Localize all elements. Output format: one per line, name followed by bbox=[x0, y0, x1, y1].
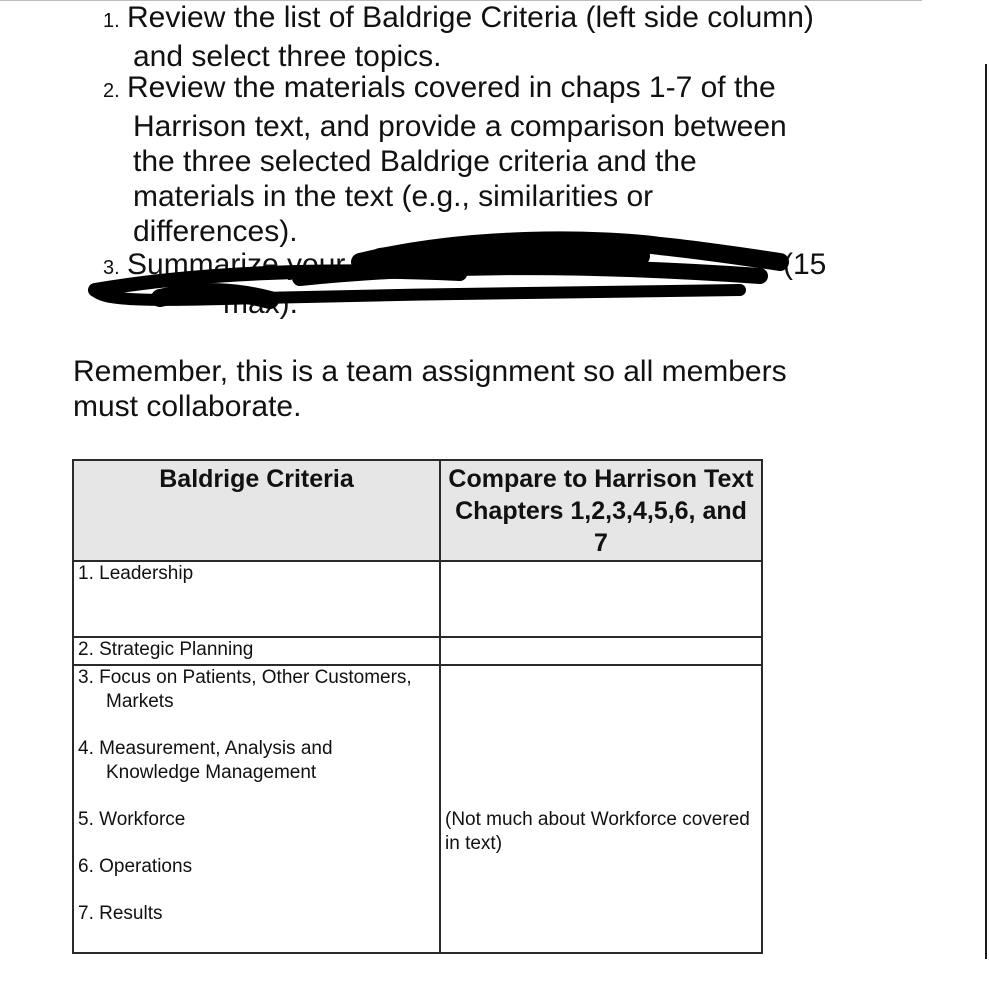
instruction-1-number: 1. bbox=[103, 10, 120, 32]
table-row bbox=[73, 637, 762, 665]
criteria-leadership: 1. Leadership bbox=[73, 561, 440, 637]
redaction-scribble bbox=[0, 0, 989, 340]
instruction-2-number: 2. bbox=[103, 80, 120, 102]
criteria-measurement-line-2: Knowledge Management bbox=[106, 762, 317, 783]
team-reminder: Remember, this is a team assignment so all members must collaborate. bbox=[73, 355, 787, 423]
compare-leadership bbox=[440, 561, 762, 637]
criteria-focus-patients bbox=[78, 666, 435, 714]
baldrige-criteria-table bbox=[72, 459, 763, 954]
table-row bbox=[73, 665, 762, 953]
instruction-2-line-3: the three selected Baldrige criteria and the bbox=[133, 145, 697, 178]
criteria-focus-line-1: 3. Focus on Patients, Other Customers, bbox=[78, 667, 412, 688]
criteria-workforce: 5. Workforce bbox=[78, 809, 186, 830]
instruction-2-line-1: Review the materials covered in chaps 1-7 of the bbox=[127, 71, 776, 104]
instruction-1-line-1: Review the list of Baldrige Criteria (left side column) bbox=[127, 1, 814, 34]
compare-remaining bbox=[440, 665, 762, 953]
criteria-remaining-list bbox=[73, 665, 440, 953]
criteria-results: 7. Results bbox=[78, 903, 163, 924]
table-header-row bbox=[73, 460, 762, 561]
instruction-2-line-2: Harrison text, and provide a comparison between bbox=[133, 110, 787, 143]
header-baldrige-criteria: Baldrige Criteria bbox=[73, 460, 440, 561]
criteria-measurement-line-1: 4. Measurement, Analysis and bbox=[78, 738, 333, 759]
criteria-focus-line-2: Markets bbox=[106, 691, 174, 712]
workforce-note: (Not much about Workforce covered in text) bbox=[445, 809, 750, 854]
criteria-measurement bbox=[78, 737, 435, 785]
instruction-2-line-5: differences). bbox=[133, 215, 298, 248]
instruction-1-line-2: and select three topics. bbox=[133, 40, 442, 73]
instruction-2-line-4: materials in the text (e.g., similarities or bbox=[133, 180, 654, 213]
instruction-3-visible-end: (15 bbox=[783, 248, 827, 281]
instruction-3-number: 3. bbox=[103, 257, 120, 279]
header-compare-harrison: Compare to Harrison Text Chapters 1,2,3,4,5,6, and 7 bbox=[440, 460, 762, 561]
compare-strategic-planning bbox=[440, 637, 762, 665]
instruction-3-visible-start: Summarize your bbox=[127, 248, 346, 281]
table-row bbox=[73, 561, 762, 637]
instruction-3-line-2: max). bbox=[223, 287, 298, 320]
criteria-operations: 6. Operations bbox=[78, 856, 193, 877]
criteria-strategic-planning: 2. Strategic Planning bbox=[73, 637, 440, 665]
